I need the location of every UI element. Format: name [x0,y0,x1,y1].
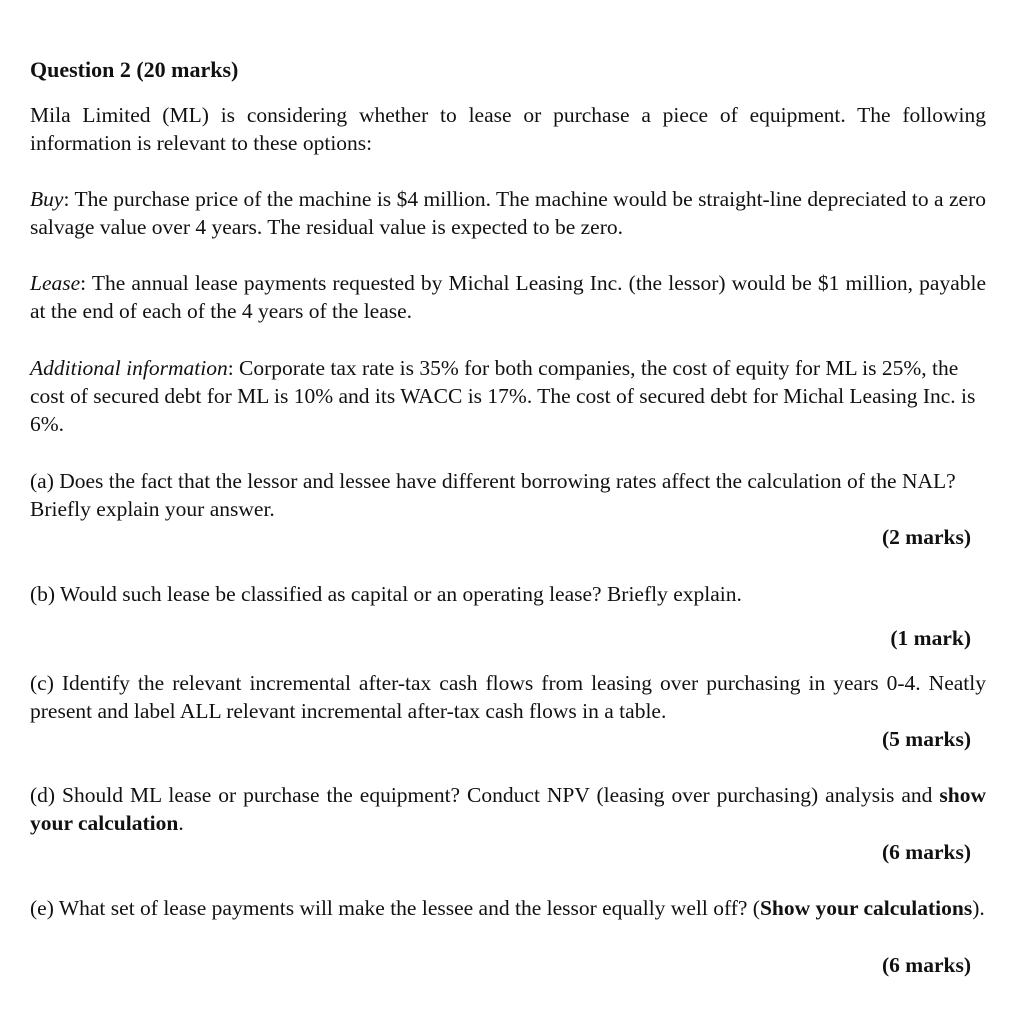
buy-text: : The purchase price of the machine is $4 million. The machine would be straight-line depreciated to a zero salvage value over 4 years. The residual value is expected to be zero. [30,187,986,239]
part-d-body: (d) Should ML lease or purchase the equipment? Conduct NPV (leasing over purchasing) analysis and [30,783,940,807]
question-title: Question 2 (20 marks) [30,57,239,82]
part-a-marks: (2 marks) [882,525,971,549]
part-e-body: (e) What set of lease payments will make the lessee and the lessor equally well off? ( [30,896,760,920]
part-d-marks: (6 marks) [882,840,971,864]
part-e-marks: (6 marks) [882,953,971,977]
part-b-text: (b) Would such lease be classified as capital or an operating lease? Briefly explain. [30,582,742,606]
part-c-text: (c) Identify the relevant incremental after-tax cash flows from leasing over purchasing in years 0-4. Neatly present and label ALL relevant incremental after-tax cash flows in a table. [30,671,986,723]
part-c-marks: (5 marks) [882,727,971,751]
lease-label: Lease [30,271,81,295]
part-e-bold: Show your calculations [759,896,973,920]
additional-info-label: Additional information [30,356,228,380]
additional-info-text: : Corporate tax rate is 35% for both companies, the cost of equity for ML is 25%, the cost of secured debt for ML is 10% and its WACC is 17%. The cost of secured debt for Michal Leasing Inc. is 6%. [30,356,976,436]
part-d-end: . [178,811,184,835]
part-d-bold: show your calculation [30,783,986,835]
part-a-text: (a) Does the fact that the lessor and lessee have different borrowing rates affect the calculation of the NAL? Briefly explain your answer. [30,469,956,521]
lease-paragraph [30,269,986,325]
intro-paragraph: Mila Limited (ML) is considering whether to lease or purchase a piece of equipment. The following information is relevant to these options: [30,103,986,155]
additional-info-paragraph [30,354,986,438]
part-e-text [30,894,986,922]
lease-text: : The annual lease payments requested by Michal Leasing Inc. (the lessor) would be $1 million, payable at the end of each of the 4 years of the lease. [30,271,986,323]
part-e-end: ). [972,896,985,920]
buy-paragraph [30,185,986,241]
part-b-marks: (1 mark) [890,626,971,650]
buy-label: Buy [30,187,64,211]
part-d-text [30,781,986,837]
